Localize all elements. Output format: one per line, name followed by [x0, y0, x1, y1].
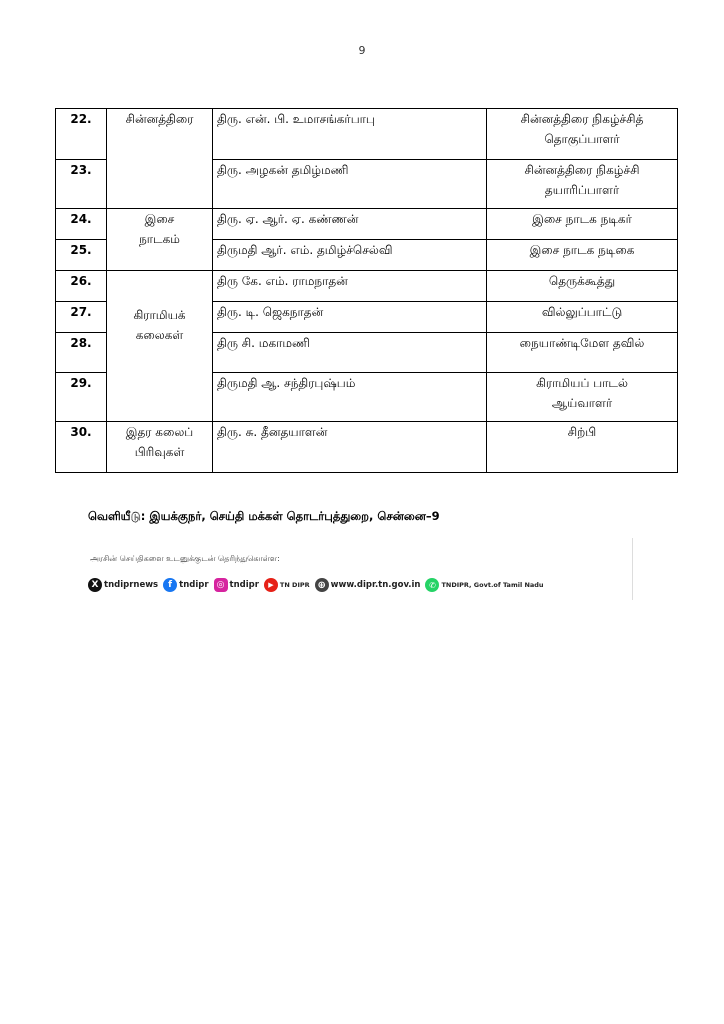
serial-number: 23. — [56, 160, 107, 209]
social-links — [88, 578, 549, 592]
facebook-icon: f — [163, 578, 177, 592]
category-label: கலைகள் — [135, 328, 184, 342]
category-label: பிரிவுகள் — [134, 445, 185, 459]
social-link-x[interactable]: X tndiprnews — [88, 578, 158, 592]
serial-number: 22. — [56, 109, 107, 160]
awardee-name: திரு சி. மகாமணி — [213, 333, 487, 373]
awardee-name: திரு கே. எம். ராமநாதன் — [213, 271, 487, 302]
category-label: இசை — [144, 212, 175, 226]
serial-number: 28. — [56, 333, 107, 373]
category-cell — [107, 109, 213, 209]
category-label: இதர கலைப் — [125, 425, 194, 439]
social-link-website[interactable]: ⊕ www.dipr.tn.gov.in — [315, 578, 421, 592]
awardee-name: திரு. அழகன் தமிழ்மணி — [213, 160, 487, 209]
category-label: சின்னத்திரை — [125, 112, 194, 126]
social-banner-title: அரசின் செய்திகளை உடனுக்குடன் தெரிந்துகொள்ள: — [90, 554, 280, 563]
serial-number: 25. — [56, 240, 107, 271]
awardee-role: இசை நாடக நடிகை — [487, 240, 678, 271]
awardee-role: கிராமியப் பாடல் ஆய்வாளர் — [487, 373, 678, 422]
serial-number: 24. — [56, 209, 107, 240]
serial-number: 30. — [56, 422, 107, 473]
release-note: வெளியீடு: இயக்குநர், செய்தி மக்கள் தொடர்புத்துறை, சென்னை–9 — [88, 509, 440, 523]
awardee-role: சின்னத்திரை நிகழ்ச்சி தயாரிப்பாளர் — [487, 160, 678, 209]
instagram-icon: ◎ — [214, 578, 228, 592]
awardee-name: திரு. சு. தீனதயாளன் — [213, 422, 487, 473]
awardee-role: சிற்பி — [487, 422, 678, 473]
social-link-whatsapp[interactable]: ✆ TNDIPR, Govt.of Tamil Nadu — [425, 578, 543, 592]
social-link-facebook[interactable]: f tndipr — [163, 578, 208, 592]
awardee-role: நையாண்டிமேள தவில் — [487, 333, 678, 373]
serial-number: 29. — [56, 373, 107, 422]
social-media-banner — [82, 538, 633, 600]
youtube-icon: ▶ — [264, 578, 278, 592]
awardee-role: சின்னத்திரை நிகழ்ச்சித் தொகுப்பாளர் — [487, 109, 678, 160]
x-icon: X — [88, 578, 102, 592]
awardee-name: திரு. டி. ஜெகநாதன் — [213, 302, 487, 333]
category-cell — [107, 209, 213, 271]
social-link-instagram[interactable]: ◎ tndipr — [214, 578, 259, 592]
awardee-role: வில்லுப்பாட்டு — [487, 302, 678, 333]
page-number: 9 — [358, 44, 366, 57]
awardees-table — [55, 108, 678, 473]
serial-number: 26. — [56, 271, 107, 302]
category-label: நாடகம் — [139, 232, 180, 246]
serial-number: 27. — [56, 302, 107, 333]
category-label: கிராமியக் — [133, 308, 186, 322]
category-cell — [107, 422, 213, 473]
awardee-role: இசை நாடக நடிகர் — [487, 209, 678, 240]
table-row — [56, 209, 678, 240]
awardee-name: திரு. ஏ. ஆர். ஏ. கண்ணன் — [213, 209, 487, 240]
table-row — [56, 271, 678, 302]
awardee-role: தெருக்கூத்து — [487, 271, 678, 302]
category-cell — [107, 271, 213, 422]
awardee-name: திரு. என். பி. உமாசங்கர்பாபு — [213, 109, 487, 160]
social-link-youtube[interactable]: ▶ TN DIPR — [264, 578, 310, 592]
whatsapp-icon: ✆ — [425, 578, 439, 592]
web-icon: ⊕ — [315, 578, 329, 592]
awardee-name: திருமதி ஆ. சந்திரபுஷ்பம் — [213, 373, 487, 422]
table-row — [56, 109, 678, 160]
awardee-name: திருமதி ஆர். எம். தமிழ்ச்செல்வி — [213, 240, 487, 271]
table-row — [56, 422, 678, 473]
